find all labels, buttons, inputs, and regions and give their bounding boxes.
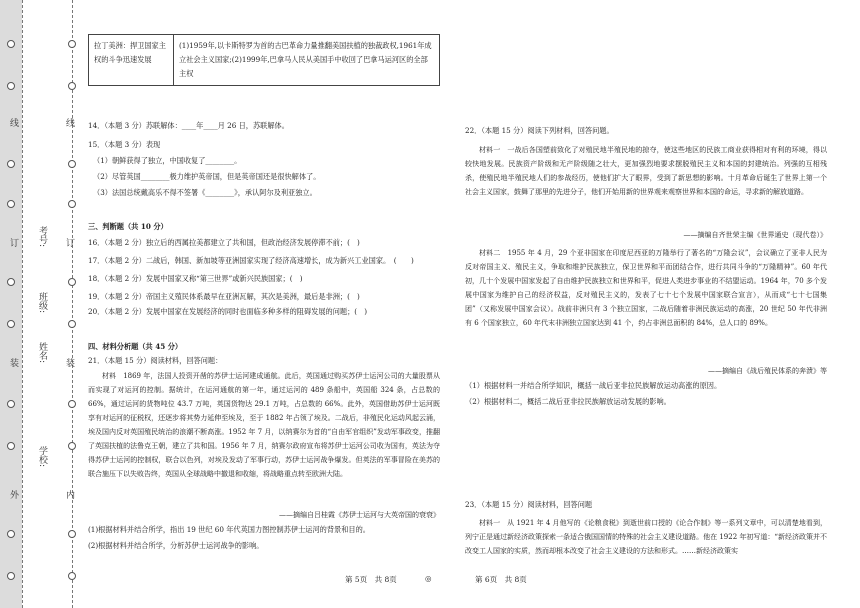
gutter-line-outer [22, 0, 23, 608]
gutter-circle [68, 200, 76, 208]
gutter-circle [68, 530, 76, 538]
material-table [88, 34, 440, 86]
gutter-mark-line: 线 [8, 118, 18, 127]
gutter-circle [68, 400, 76, 408]
gutter-inner-pack: 装 [64, 358, 74, 367]
question-15-stem: 15．（本题 3 分）表现 [88, 140, 161, 149]
gutter-circle [68, 442, 76, 450]
page-center-mark: ◎ [425, 574, 432, 583]
question-21-part-2: (2)根据材料并结合所学，分析苏伊士运河战争的影响。 [88, 541, 264, 550]
binding-gutter [0, 0, 22, 608]
gutter-circle [7, 400, 15, 408]
gutter-circle [68, 82, 76, 90]
question-18: 18．（本题 2 分）发展中国家又称“第三世界”或新兴民族国家；( ) [88, 274, 303, 283]
question-19: 19．（本题 2 分）帝国主义殖民体系最早在亚洲瓦解，其次是美洲，最后是非洲；( ) [88, 292, 360, 301]
question-17: 17．（本题 2 分）二战后，韩国、新加坡等亚洲国家实现了经济高速增长，成为新兴工业国家。 ( ) [88, 256, 414, 265]
page-number-right: 第 6页 共 8页 [475, 575, 527, 584]
gutter-circle [7, 82, 15, 90]
left-page [88, 34, 440, 86]
class-label: 班级: [37, 292, 47, 314]
question-22-material-2: 材料二 1955 年 4 月，29 个亚非国家在印度尼西亚的万隆举行了著名的“万隆会议”，会议确立了亚非人民为反对帝国主义、殖民主义，争取和维护民族独立，保卫世界和平而团结合作，进行共同斗争的“万隆精神”。60 年代初，几十个发展中国家发起了自由维护民族独立和世界和平，促进人类进步事业的不结盟运动。1964 年，70 多个发展中国家为维护自己的经济权益，反对殖民主义的，发表了七十七个发展中国家联合宣言），从而成“七十七国集团”（又称发展中国家会议）。战前非洲只有 3 个独立国家，二战后随着非洲民族运动的高涨，20 世纪 50 年代非洲有 6 个国家独立，60 年代末非洲独立国家达到 41 个，约占非洲总面积的 84%，总人口的 89%。 [465, 249, 827, 327]
gutter-inner-line: 线 [64, 118, 74, 127]
gutter-circle [68, 278, 76, 286]
gutter-line-inner [72, 0, 73, 608]
school-label: 学校: [37, 446, 47, 468]
gutter-circle [68, 160, 76, 168]
gutter-mark-outer: 外 [8, 490, 18, 499]
gutter-circle [7, 40, 15, 48]
gutter-circle [7, 572, 15, 580]
name-label: 姓名: [37, 342, 47, 364]
table-content-cell: (1)1959年,以卡斯特罗为首的古巴革命力量推翻美国扶植的独裁政权,1961年成立社会主义国家;(2)1999年,巴拿马人民从美国手中收回了巴拿马运河区的全部主权 [174, 35, 440, 86]
question-15-item: （1）朝鲜获得了独立，中国收复了________。 [93, 156, 242, 165]
question-22-part-2: （2）根据材料二，概括二战后亚非拉民族解放运动发展的影响。 [465, 397, 671, 406]
question-22-source-1: ——摘编自齐世荣主编《世界通史（现代卷）》 [683, 231, 827, 239]
section-3-title: 三、判断题（共 10 分） [88, 222, 168, 231]
gutter-circle [7, 442, 15, 450]
question-22-stem: 22．（本题 15 分）阅读下列材料，回答问题。 [465, 126, 614, 135]
question-23-material: 材料一 从 1921 年 4 月他写的《论粮食税》到逝世前口授的《论合作制》等一系列文章中，可以清楚地看到，列宁正是通过新经济政策探索一条适合俄国国情的特殊的社会主义建设道路。他在 1922 年初写道：“新经济政策并不改变工人国家的实质，然而却根本改变了社会主义建设的方法和形式。……新经济政策实 [465, 519, 827, 555]
gutter-circle [68, 40, 76, 48]
question-22-part-1: （1）根据材料一并结合所学知识，概括一战后亚非拉民族解放运动高涨的原因。 [465, 381, 722, 390]
question-21-material: 材料 1869 年，法国人投资开凿的苏伊士运河建成通航。此后，英国通过购买苏伊士运河公司的大量股票从而实现了对运河的控制。据统计，在运河通航的第一年，通过运河的 489 条船中，英国船 324 条，占总数的 66%，通过运河的货物吨位 43.7 万吨，英国货物达 29.1 万吨，占总数的 66%。此外，英国借助苏伊士运河既享有对运河的征税权，还逐步将其势力延伸至埃及，至于 1882 年占领了埃及。二战后，非殖民化运动风起云涌，埃及国内反对英国殖民统治的浪潮不断高涨。1952 年 7 月，以纳赛尔为首的“自由军官组织”发动军事政变，推翻了英国扶植的法鲁克王朝，建立了共和国。1956 年 7 月，纳赛尔政府宣布将苏伊士运河公司收为国有，英法为夺得苏伊士运河的控制权，联合以色列，对埃及发动了军事行动，苏伊士运河战争爆发。但英法的军事冒险在美苏的联合施压下以失败告终，英国从全球战略中撤退和收缩，将战略重点转至欧洲大陆。 [88, 372, 440, 478]
question-21-source: ——摘编自吕桂霞《苏伊士运河与大英帝国的衰衰》 [279, 511, 440, 519]
question-23-stem: 23．（本题 15 分）阅读材料，回答问题 [465, 500, 593, 509]
question-14: 14．（本题 3 分）苏联解体：____年____月 26 日，苏联解体。 [88, 121, 289, 130]
table-label-cell: 拉丁美洲：捍卫国家主权的斗争迅速发展 [89, 35, 174, 86]
question-21-stem: 21．（本题 15 分）阅读材料，回答问题： [88, 356, 223, 365]
question-15-item: （2）尽管英国________极力维护英帝国，但是英帝国还是很快解体了。 [93, 172, 321, 181]
question-21-part-1: (1)根据材料并结合所学，指出 19 世纪 60 年代英国力图控制苏伊士运河的背景和目的。 [88, 525, 370, 534]
gutter-circle [7, 160, 15, 168]
question-16: 16．（本题 2 分）独立后的西属拉美都建立了共和国，但政治经济发展停滞不前；( ) [88, 238, 360, 247]
page-number-left: 第 5页 共 8页 [345, 575, 397, 584]
gutter-circle [68, 572, 76, 580]
question-15-item: （3）法国总统戴高乐不得不签署《________》，承认阿尔及利亚独立。 [93, 188, 317, 197]
gutter-circle [7, 320, 15, 328]
question-22-source-2: ——摘编自《战后殖民体系的奔溃》等 [708, 367, 827, 375]
gutter-mark-bind: 订 [8, 238, 18, 247]
section-4-title: 四、材料分析题（共 45 分） [88, 342, 183, 351]
gutter-circle [7, 278, 15, 286]
gutter-inner-bind: 订 [64, 238, 74, 247]
question-22-material-1: 材料一 一战后各国塑前致化了对殖民地半殖民地的掠夺，使这些地区的民族工商业获得相对有利的环境，得以较快地发展。民族资产阶级和无产阶级随之壮大，更加强烈地要求摆脱殖民主义和本国的封建统治。列强的互相残杀，使殖民地半殖民地人们的参战经历，使他们扩大了眼界，受到了新思想的影响。十月革命后诞生了世界上第一个社会主义国家，鼓舞了那里的先进分子，他们开始用新的世界观来观察世界和本国的命运，寻求新的解放道路。 [465, 146, 827, 196]
id-label: 考号: [37, 226, 47, 248]
gutter-circle [7, 200, 15, 208]
question-20: 20．（本题 2 分）发展中国家在发展经济的同时也面临多种多样的阻碍发展的问题；( ) [88, 307, 368, 316]
gutter-inner-inner: 内 [64, 490, 74, 499]
gutter-mark-pack: 装 [8, 358, 18, 367]
gutter-circle [68, 320, 76, 328]
gutter-circle [7, 530, 15, 538]
